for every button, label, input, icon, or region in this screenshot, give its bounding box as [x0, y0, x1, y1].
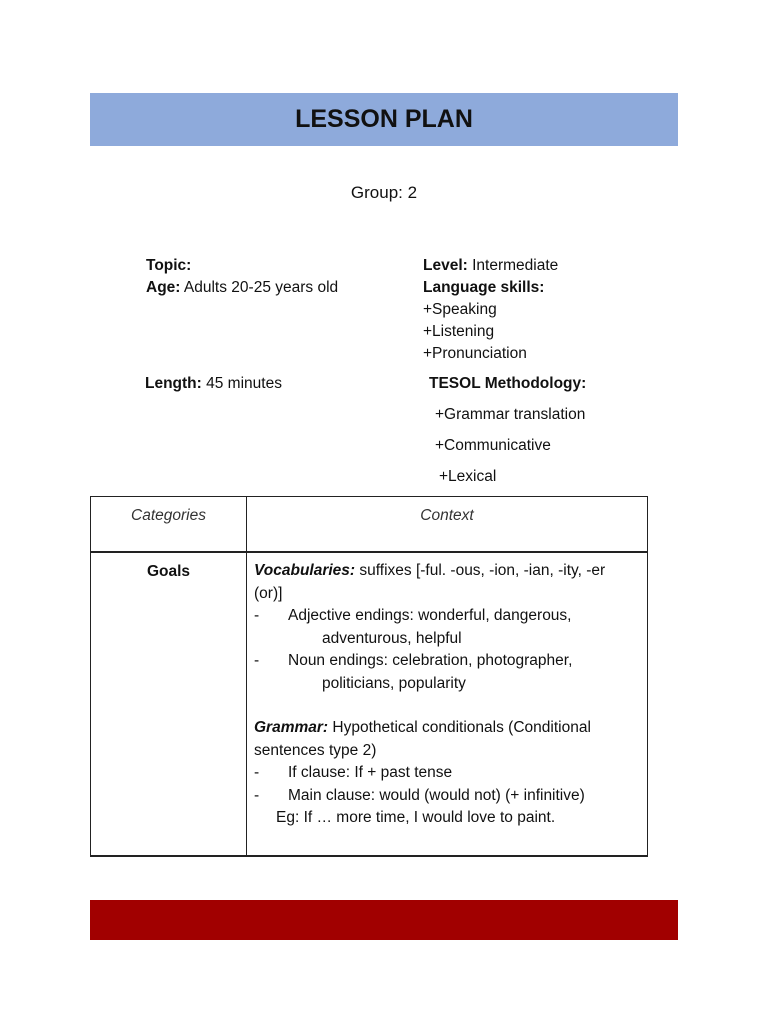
- noun-line-2: politicians, popularity: [322, 674, 466, 692]
- table-row: [91, 552, 648, 856]
- adjective-line-2: adventurous, helpful: [322, 629, 462, 647]
- skills-label: Language skills:: [423, 279, 545, 296]
- table-header-row: [91, 497, 648, 553]
- topic-label: Topic:: [146, 257, 192, 274]
- level-value: Intermediate: [467, 257, 559, 274]
- level-line: [423, 256, 558, 276]
- example-line: Eg: If … more time, I would love to paint.: [276, 809, 556, 826]
- level-label: Level:: [423, 257, 468, 274]
- bullet-dash: -: [254, 652, 260, 669]
- age-line: [146, 278, 338, 298]
- page-title: LESSON PLAN: [295, 105, 473, 133]
- skill-item: +Pronunciation: [423, 345, 527, 362]
- vocab-text: suffixes [-ful. -ous, -ion, -ian, -ity, -er: [355, 562, 606, 579]
- lesson-table: [90, 496, 648, 857]
- group-label: Group: 2: [350, 183, 418, 202]
- context-content: [247, 553, 647, 830]
- bullet-dash: -: [254, 786, 260, 804]
- vocab-line-2: (or)]: [254, 584, 283, 602]
- grammar-label: Grammar:: [254, 719, 329, 736]
- adjective-line: [254, 605, 639, 628]
- vocab-line: [254, 560, 639, 583]
- methodology-item: +Grammar translation: [435, 406, 586, 423]
- noun-text: Noun endings: celebration, photographer,: [288, 652, 573, 669]
- if-clause-text: If clause: If + past tense: [288, 764, 453, 781]
- skill-item: +Speaking: [423, 301, 497, 318]
- length-label: Length:: [145, 375, 202, 392]
- adjective-text: Adjective endings: wonderful, dangerous,: [288, 607, 572, 624]
- spacer: [254, 695, 639, 717]
- title-banner: [90, 93, 678, 146]
- skill-item: +Listening: [423, 323, 495, 340]
- methodology-label: TESOL Methodology:: [429, 375, 587, 392]
- if-clause-line: [254, 762, 639, 785]
- noun-line: [254, 650, 639, 673]
- grammar-text: Hypothetical conditionals (Conditional: [328, 719, 591, 736]
- main-clause-text: Main clause: would (would not) (+ infinitive): [288, 786, 585, 804]
- bullet-dash: -: [254, 607, 260, 624]
- bullet-dash: -: [254, 764, 260, 781]
- vocab-label: Vocabularies:: [254, 562, 356, 579]
- age-label: Age:: [146, 279, 181, 296]
- grammar-line: [254, 717, 639, 740]
- context-cell: [247, 552, 648, 856]
- header-context: Context: [420, 507, 474, 524]
- footer-bar: [90, 900, 678, 940]
- header-cell-categories: [91, 497, 247, 553]
- methodology-item: +Lexical: [439, 468, 497, 485]
- length-line: [145, 374, 282, 394]
- grammar-line-2: sentences type 2): [254, 741, 377, 759]
- header-cell-context: [247, 497, 648, 553]
- goals-label: Goals: [146, 563, 191, 580]
- main-clause-line: [254, 785, 639, 808]
- header-categories: Categories: [131, 507, 206, 524]
- methodology-item: +Communicative: [435, 437, 551, 454]
- length-value: 45 minutes: [201, 375, 282, 392]
- goals-cell: [91, 552, 247, 856]
- age-value: Adults 20-25 years old: [180, 279, 339, 296]
